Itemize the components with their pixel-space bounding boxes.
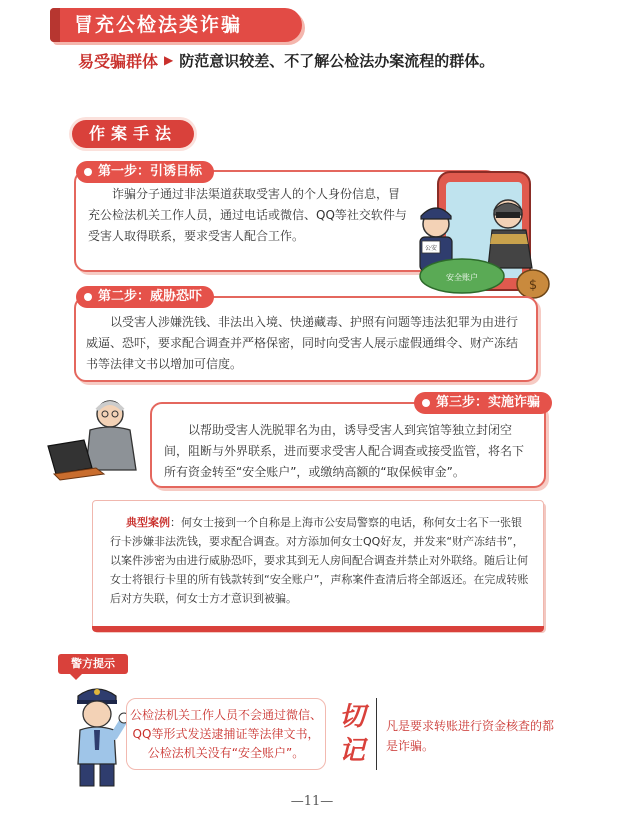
case-label: 典型案例 bbox=[126, 516, 170, 529]
case-body: ：何女士接到一个自称是上海市公安局警察的电话，称何女士名下一张银行卡涉嫌非法洗钱，要求配合调查。对方添加何女士QQ好友，并发来“财产冻结书”，以案件涉密为由进行威胁恐吓，要求其到无人房间配合调查并禁止对外联络。随后让何女士将银行卡里的所有钱款转到“安全账户”，声称案件查清后将全部返还。在完成转账后对方失联，何女士方才意识到被骗。 bbox=[110, 516, 529, 605]
page-number: —11— bbox=[290, 794, 334, 809]
remember-heading bbox=[332, 700, 372, 778]
bullet-dot-icon bbox=[84, 293, 92, 301]
money-bag-icon bbox=[517, 270, 549, 298]
vulnerable-group-label: 易受骗群体 bbox=[78, 51, 159, 71]
case-text bbox=[110, 513, 530, 608]
police-badge-text: 公安 bbox=[424, 245, 438, 252]
step3-label: 第三步：实施诈骗 bbox=[436, 395, 541, 410]
vertical-divider bbox=[376, 698, 377, 770]
page-title: 冒充公检法类诈骗 bbox=[50, 8, 302, 42]
step3-text: 以帮助受害人洗脱罪名为由，诱导受害人到宾馆等独立封闭空间，阻断与外界联系，进而要求受害人配合调查或接受监管，将名下所有资金转至“安全账户”，或缴纳高额的“取保候审金”。 bbox=[164, 423, 525, 479]
phone-scam-illustration bbox=[398, 168, 558, 304]
safe-account-label: 安全账户 bbox=[446, 273, 478, 282]
police-officer-icon bbox=[77, 689, 128, 786]
case-bottom-bar bbox=[92, 626, 544, 632]
play-arrow-icon: ▶ bbox=[164, 53, 174, 67]
safe-account-icon bbox=[420, 259, 504, 293]
step2-tag bbox=[76, 286, 214, 308]
step2-text: 以受害人涉嫌洗钱、非法出入境、快递藏毒、护照有问题等违法犯罪为由进行威逼、恐吓，要求配合调查并严格保密，同时向受害人展示虚假通缉令、财产冻结书等法律文书以增加可信度。 bbox=[86, 315, 519, 371]
vulnerable-group-row bbox=[78, 48, 494, 72]
methods-heading: 作案手法 bbox=[72, 120, 194, 148]
step1-tag bbox=[76, 161, 214, 183]
remember-text: 凡是要求转账进行资金核查的都是诈骗。 bbox=[386, 719, 555, 753]
police-tip-tag: 警方提示 bbox=[58, 654, 128, 674]
police-officer-illustration bbox=[66, 680, 128, 792]
remember-char-2: 记 bbox=[338, 736, 365, 766]
bullet-dot-icon bbox=[84, 168, 92, 176]
warning-bubble-text: 公检法机关工作人员不会通过微信、QQ等形式发送逮捕证等法律文书，公检法机关没有“安全账户”。 bbox=[130, 708, 323, 760]
svg-text:$: $ bbox=[528, 278, 538, 293]
step1-label: 第一步：引诱目标 bbox=[98, 164, 203, 179]
elderly-man-icon bbox=[86, 401, 136, 470]
elderly-laptop-illustration bbox=[44, 396, 148, 482]
step2-label: 第二步：威胁恐吓 bbox=[98, 289, 203, 304]
step1-text: 诈骗分子通过非法渠道获取受害人的个人身份信息，冒充公检法机关工作人员，通过电话或微信、QQ等社交软件与受害人取得联系，要求受害人配合工作。 bbox=[88, 187, 407, 243]
vulnerable-group-text: 防范意识较差、不了解公检法办案流程的群体。 bbox=[179, 51, 495, 70]
step3-tag bbox=[414, 392, 552, 414]
bullet-dot-icon bbox=[422, 399, 430, 407]
remember-char-1: 切 bbox=[338, 702, 365, 732]
